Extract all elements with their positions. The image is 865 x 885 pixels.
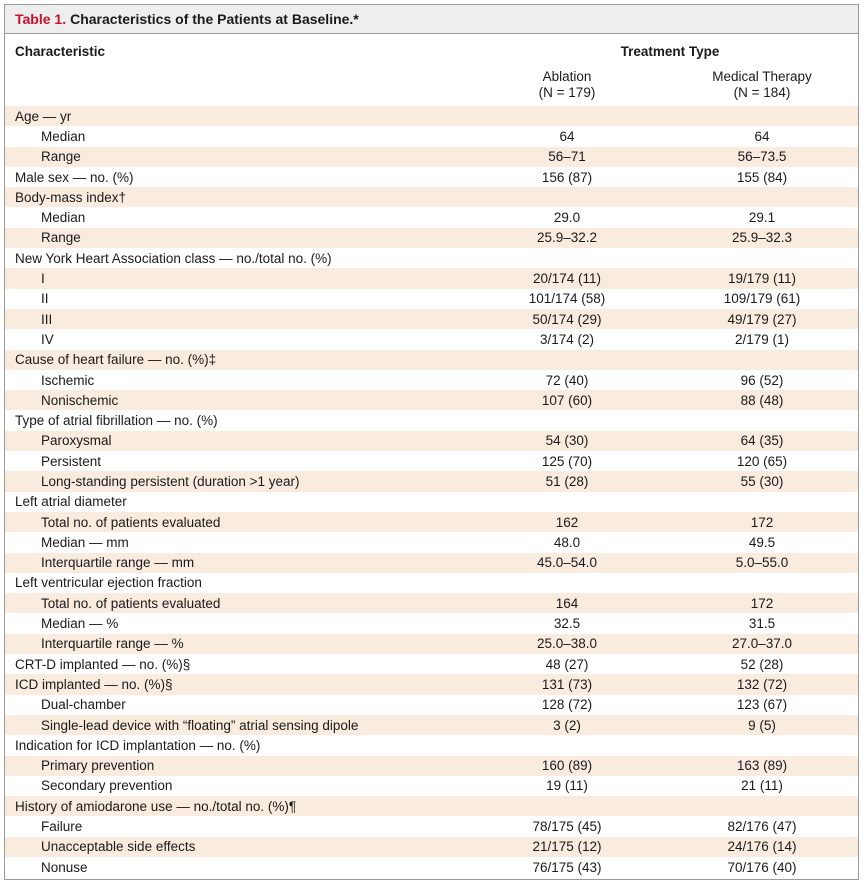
ablation-value: 48.0 [553,534,581,550]
row-label: III [41,311,53,327]
row-label: Total no. of patients evaluated [41,514,221,530]
row-label: Ischemic [41,372,95,388]
table-row [5,167,858,187]
medical-therapy-value: 132 (72) [736,676,788,692]
ablation-value: 3 (2) [553,717,581,733]
table-row [5,390,858,410]
column-header-ablation [467,69,667,101]
row-label: Failure [41,819,83,835]
table-header [5,34,858,106]
ablation-value: 51 (28) [545,473,589,489]
column-name: Medical Therapy [712,69,812,84]
row-label: History of amiodarone use — no./total no. (%)¶ [15,798,297,814]
row-label: Body-mass index† [15,189,127,205]
row-label: Range [41,149,81,165]
row-label: Nonischemic [41,392,119,408]
medical-therapy-value: 5.0–55.0 [735,555,789,571]
row-label: Median [41,210,86,226]
table-row [5,532,858,552]
table-row [5,187,858,207]
ablation-value: 78/175 (45) [532,819,602,835]
medical-therapy-value: 29.1 [748,210,776,226]
row-label: Paroxysmal [41,433,112,449]
table-row [5,268,858,288]
table-row [5,756,858,776]
medical-therapy-value: 163 (89) [736,758,788,774]
row-label: CRT-D implanted — no. (%)§ [15,656,191,672]
column-n: (N = 184) [733,85,791,100]
medical-therapy-value: 109/179 (61) [723,291,801,307]
ablation-value: 48 (27) [545,656,589,672]
medical-therapy-value: 49/179 (27) [727,311,797,327]
ablation-value: 131 (73) [541,676,593,692]
medical-therapy-value: 31.5 [748,616,776,632]
medical-therapy-value: 120 (65) [736,453,788,469]
ablation-value: 107 (60) [541,392,593,408]
table-row [5,370,858,390]
table-row [5,796,858,816]
medical-therapy-value: 21 (11) [741,778,783,794]
ablation-value: 19 (11) [546,778,588,794]
table-row [5,613,858,633]
medical-therapy-value: 70/176 (40) [727,859,797,875]
table-row [5,451,858,471]
table-row [5,776,858,796]
column-header-medical-therapy [662,69,862,101]
ablation-value: 160 (89) [541,758,593,774]
ablation-value: 25.0–38.0 [536,636,598,652]
medical-therapy-value: 27.0–37.0 [731,636,793,652]
table-row [5,735,858,755]
table-row [5,695,858,715]
table-row [5,147,858,167]
table-row [5,634,858,654]
row-label: II [41,291,49,307]
row-label: Left ventricular ejection fraction [15,575,202,591]
ablation-value: 76/175 (43) [532,859,602,875]
column-n: (N = 179) [538,85,596,100]
row-label: Persistent [41,453,102,469]
ablation-value: 50/174 (29) [532,311,602,327]
medical-therapy-value: 64 [754,128,770,144]
medical-therapy-value: 155 (84) [736,169,788,185]
table-row [5,593,858,613]
medical-therapy-value: 56–73.5 [737,149,787,165]
table-row [5,329,858,349]
ablation-value: 164 [555,595,579,611]
row-label: IV [41,331,54,347]
row-label: Long-standing persistent (duration >1 year) [41,473,300,489]
row-label: Type of atrial fibrillation — no. (%) [15,413,218,429]
row-label: I [41,271,45,287]
medical-therapy-value: 9 (5) [748,717,776,733]
medical-therapy-value: 172 [750,514,774,530]
ablation-value: 156 (87) [541,169,593,185]
table-row [5,573,858,593]
row-label: Unacceptable side effects [41,839,196,855]
table-row [5,289,858,309]
ablation-value: 54 (30) [545,433,589,449]
row-label: Median [41,128,86,144]
ablation-value: 162 [555,514,579,530]
ablation-value: 29.0 [553,210,581,226]
table-row [5,715,858,735]
row-label: Indication for ICD implantation — no. (%) [15,737,261,753]
table-row [5,410,858,430]
table-row [5,126,858,146]
row-label: Single-lead device with “floating” atrial sensing dipole [41,717,359,733]
treatment-type-header: Treatment Type [620,44,720,59]
table-row [5,512,858,532]
row-label: Median — % [41,616,119,632]
table-row [5,816,858,836]
ablation-value: 125 (70) [541,453,593,469]
characteristic-header: Characteristic [15,44,106,59]
table-label: Table 1. [15,11,67,27]
table-row [5,553,858,573]
column-name: Ablation [542,69,592,84]
table-row [5,837,858,857]
row-label: Primary prevention [41,758,155,774]
ablation-value: 45.0–54.0 [536,555,598,571]
medical-therapy-value: 64 (35) [740,433,784,449]
medical-therapy-value: 19/179 (11) [727,271,797,287]
medical-therapy-value: 55 (30) [740,473,784,489]
table-row [5,309,858,329]
row-label: Left atrial diameter [15,494,127,510]
table-row [5,654,858,674]
row-label: ICD implanted — no. (%)§ [15,676,173,692]
row-label: Nonuse [41,859,88,875]
medical-therapy-value: 25.9–32.3 [731,230,793,246]
ablation-value: 32.5 [553,616,581,632]
row-label: New York Heart Association class — no./total no. (%) [15,250,332,266]
ablation-value: 56–71 [548,149,586,165]
ablation-value: 64 [559,128,575,144]
ablation-value: 72 (40) [545,372,589,388]
table-row [5,471,858,491]
ablation-value: 101/174 (58) [528,291,606,307]
row-label: Total no. of patients evaluated [41,595,221,611]
row-label: Male sex — no. (%) [15,169,134,185]
medical-therapy-value: 123 (67) [736,697,788,713]
ablation-value: 128 (72) [541,697,593,713]
medical-therapy-value: 52 (28) [740,656,784,672]
table-row [5,228,858,248]
ablation-value: 21/175 (12) [532,839,602,855]
row-label: Median — mm [41,534,129,550]
table-frame [4,4,859,880]
row-label: Range [41,230,81,246]
row-label: Cause of heart failure — no. (%)‡ [15,352,217,368]
table-row [5,431,858,451]
medical-therapy-value: 24/176 (14) [727,839,797,855]
table-row [5,350,858,370]
medical-therapy-value: 88 (48) [740,392,784,408]
table-row [5,248,858,268]
ablation-value: 20/174 (11) [532,271,602,287]
table-row [5,207,858,227]
medical-therapy-value: 82/176 (47) [727,819,797,835]
row-label: Age — yr [15,108,72,124]
table-row [5,492,858,512]
row-label: Dual-chamber [41,697,126,713]
table-title: Characteristics of the Patients at Baseline.* [70,11,359,27]
row-label: Interquartile range — % [41,636,184,652]
medical-therapy-value: 2/179 (1) [734,331,790,347]
table-title-bar [5,5,858,34]
table-row [5,106,858,126]
medical-therapy-value: 49.5 [748,534,776,550]
ablation-value: 25.9–32.2 [536,230,598,246]
row-label: Interquartile range — mm [41,555,195,571]
table-row [5,674,858,694]
ablation-value: 3/174 (2) [539,331,595,347]
medical-therapy-value: 172 [750,595,774,611]
table-row [5,857,858,877]
medical-therapy-value: 96 (52) [740,372,784,388]
table-body [5,106,858,877]
row-label: Secondary prevention [41,778,173,794]
